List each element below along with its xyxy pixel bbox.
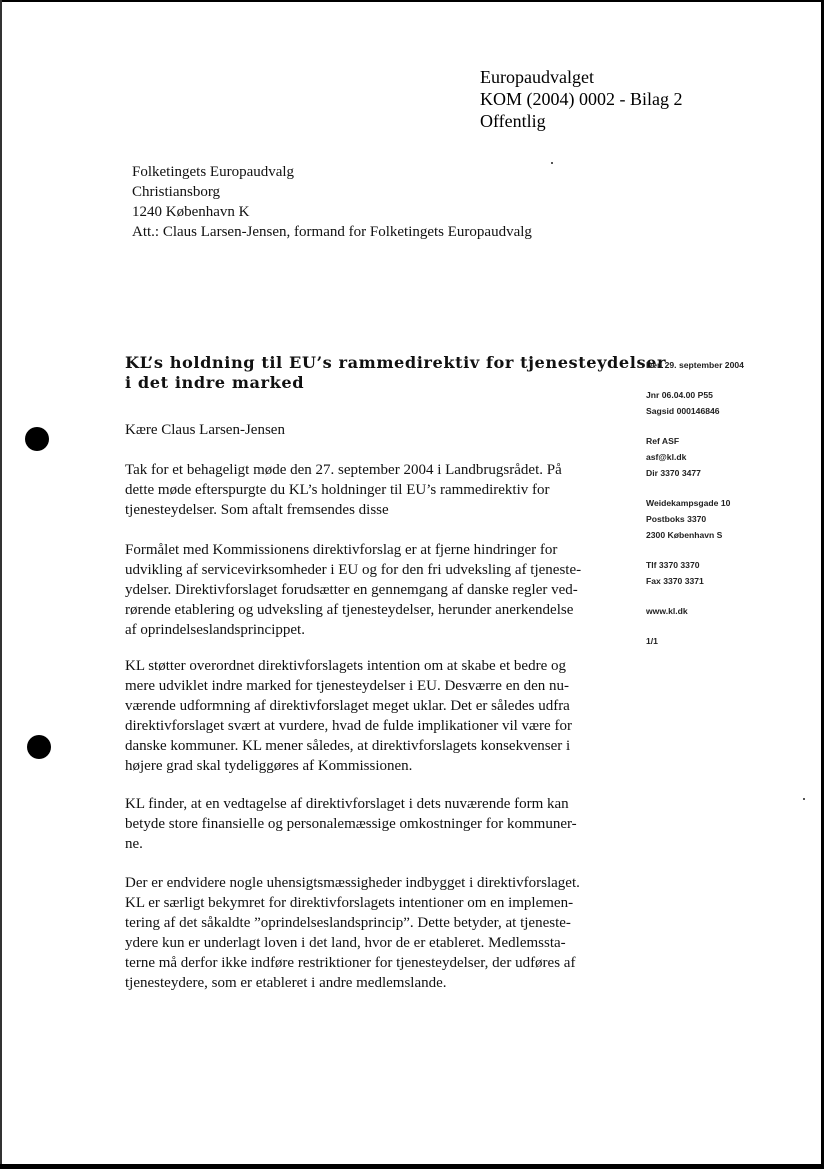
- punch-hole-mark: [27, 735, 51, 759]
- text-line: Tak for et behageligt møde den 27. september 2004 i Landbrugsrådet. På: [125, 462, 562, 478]
- journal-number: Jnr 06.04.00 P55: [646, 390, 713, 400]
- recipient-building: Christiansborg: [132, 184, 221, 200]
- sender-email: asf@kl.dk: [646, 452, 687, 462]
- sender-city: 2300 København S: [646, 530, 723, 540]
- page-number: 1/1: [646, 636, 658, 646]
- text-line: ydere kun er underlagt loven i det land, hvor de er etableret. Medlemssta-: [125, 935, 566, 951]
- letter-date: Den 29. september 2004: [646, 360, 744, 370]
- text-line: dette møde efterspurgte du KL’s holdninger til EU’s rammedirektiv for: [125, 482, 550, 498]
- text-line: højere grad skal tydeliggøres af Kommissionen.: [125, 758, 413, 774]
- fax-number: Fax 3370 3371: [646, 576, 704, 586]
- subject-line-1: KL’s holdning til EU’s rammedirektiv for tjenesteydelser: [125, 353, 667, 372]
- text-line: rørende etablering og udveksling af tjenesteydelser, herunder anerkendelse: [125, 602, 574, 618]
- salutation: Kære Claus Larsen-Jensen: [125, 422, 285, 438]
- page-border-left: [0, 0, 2, 1169]
- sender-info-column: [646, 357, 744, 649]
- direct-phone: Dir 3370 3477: [646, 468, 701, 478]
- recipient-name: Folketingets Europaudvalg: [132, 164, 295, 180]
- paragraph-support: [125, 656, 572, 776]
- text-line: mere udviklet indre marked for tjenesteydelser i EU. Desværre en den nu-: [125, 678, 570, 694]
- paragraph-purpose: [125, 540, 581, 640]
- stamp-line-reference: KOM (2004) 0002 - Bilag 2: [480, 89, 683, 109]
- text-line: af oprindelseslandsprincippet.: [125, 622, 305, 638]
- letter-subject: [125, 353, 667, 393]
- text-line: betyde store finansielle og personalemæssige omkostninger for kommuner-: [125, 816, 577, 832]
- text-line: KL finder, at en vedtagelse af direktivforslaget i dets nuværende form kan: [125, 796, 569, 812]
- text-line: KL er særligt bekymret for direktivforslagets intentioner om en implemen-: [125, 895, 574, 911]
- scan-speck: [803, 798, 805, 800]
- recipient-city: 1240 København K: [132, 204, 250, 220]
- document-stamp: [480, 66, 682, 132]
- text-line: danske kommuner. KL mener således, at direktivforslagets konsekvenser i: [125, 738, 571, 754]
- paragraph-intro: [125, 460, 562, 520]
- paragraph-concerns: [125, 873, 580, 993]
- text-line: udvikling af servicevirksomheder i EU og for den fri udveksling af tjeneste-: [125, 562, 582, 578]
- page-border-bottom: [0, 1164, 824, 1169]
- text-line: værende udformning af direktivforslaget meget uklar. Det er således udfra: [125, 698, 570, 714]
- subject-line-2: i det indre marked: [125, 373, 305, 392]
- text-line: ne.: [125, 836, 143, 852]
- stamp-line-committee: Europaudvalget: [480, 67, 594, 87]
- stamp-line-status: Offentlig: [480, 111, 546, 131]
- paragraph-costs: [125, 794, 577, 854]
- page-border-top: [0, 0, 824, 2]
- text-line: tjenesteydere, som er etableret i andre medlemslande.: [125, 975, 447, 991]
- recipient-attention: Att.: Claus Larsen-Jensen, formand for Folketingets Europaudvalg: [132, 224, 532, 240]
- text-line: terne må derfor ikke indføre restriktioner for tjenesteydelser, der udføres af: [125, 955, 576, 971]
- text-line: direktivforslaget svært at vurdere, hvad de fulde implikationer vil være for: [125, 718, 572, 734]
- case-id: Sagsid 000146846: [646, 406, 720, 416]
- sender-postbox: Postboks 3370: [646, 514, 707, 524]
- text-line: KL støtter overordnet direktivforslagets intention om at skabe et bedre og: [125, 658, 566, 674]
- website: www.kl.dk: [646, 606, 688, 616]
- text-line: Formålet med Kommissionens direktivforslag er at fjerne hindringer for: [125, 542, 558, 558]
- reference: Ref ASF: [646, 436, 680, 446]
- main-phone: Tlf 3370 3370: [646, 560, 700, 570]
- sender-street: Weidekampsgade 10: [646, 498, 731, 508]
- text-line: Der er endvidere nogle uhensigtsmæssigheder indbygget i direktivforslaget.: [125, 875, 580, 891]
- text-line: ydelser. Direktivforslaget forudsætter en gennemgang af danske regler ved-: [125, 582, 578, 598]
- punch-hole-mark: [25, 427, 49, 451]
- recipient-address: [132, 162, 532, 242]
- text-line: tering af det såkaldte ”oprindelseslandsprincip”. Dette betyder, at tjeneste-: [125, 915, 571, 931]
- scan-speck: [551, 162, 553, 164]
- text-line: tjenesteydelser. Som aftalt fremsendes disse: [125, 502, 389, 518]
